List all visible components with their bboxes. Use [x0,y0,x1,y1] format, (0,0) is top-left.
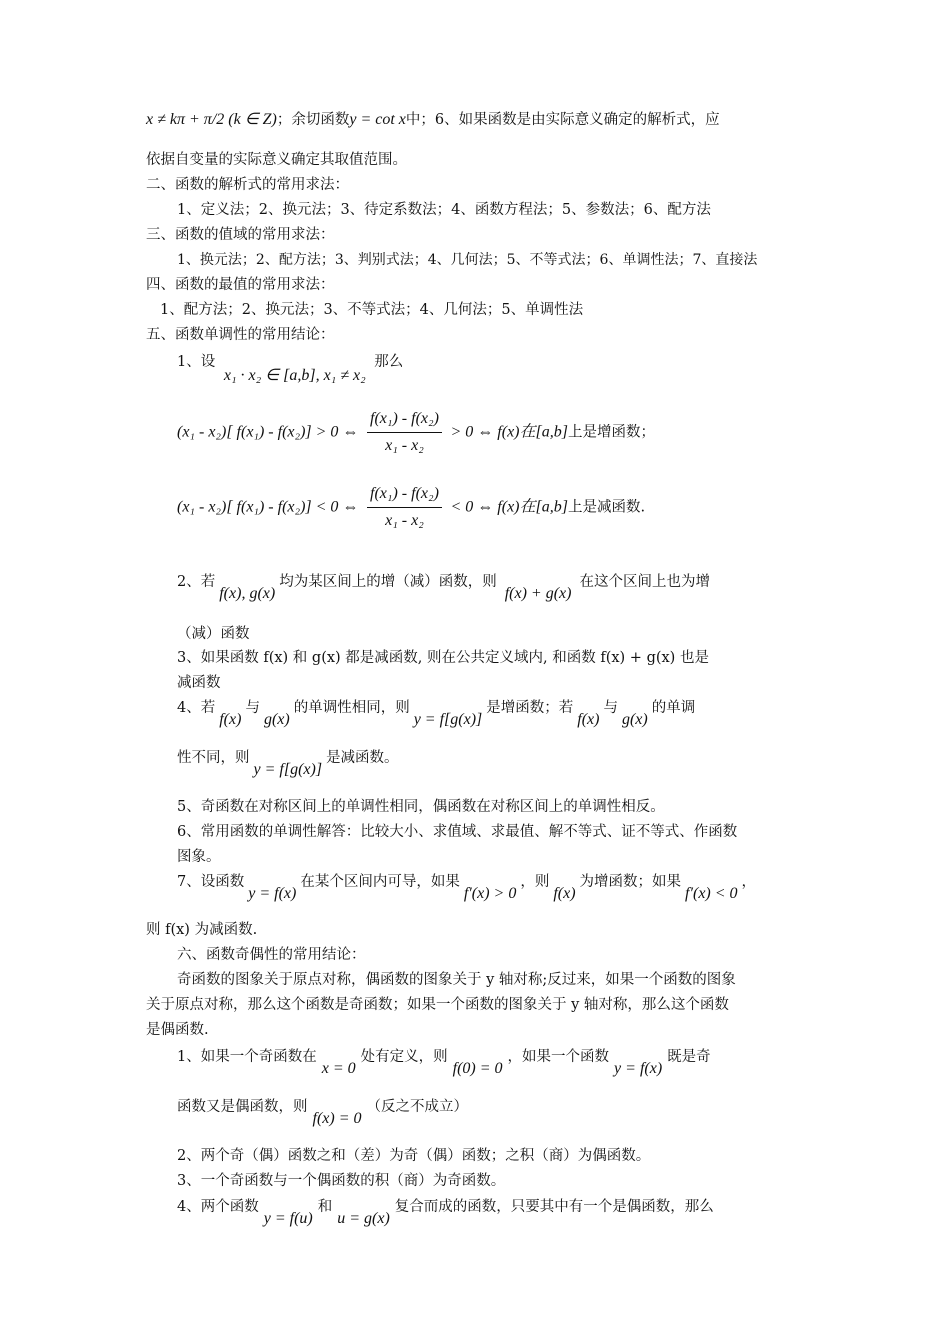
formula-inline: f(x) [553,885,576,902]
fraction-denominator: x₁ - x₂ [385,512,424,529]
line-28 [177,1047,711,1077]
formula-inline: f(x), g(x) [219,585,276,602]
list-item: 1、换元法；2、配方法；3、判别式法；4、几何法；5、不等式法；6、单调性法；7、直接法 [177,252,758,268]
line-22 [177,872,757,902]
formula-tan-domain: x ≠ kπ + π/2 (k ∈ Z) [146,111,277,128]
formula-fraction [367,483,442,532]
text-segment: 的单调性相同，则 [293,700,410,716]
formula-part: < 0 ⇔ f(x)在[a,b] [450,498,568,516]
line-31: 3、一个奇函数与一个偶函数的积（商）为奇函数。 [177,1173,506,1189]
text-segment: 是增函数；若 [486,700,574,716]
text-segment: 2、若 [177,574,216,590]
formula-inline: y = f(x) [248,885,297,902]
text-segment: 既是奇 [667,1049,711,1065]
list-item: 1、定义法；2、换元法；3、待定系数法；4、函数方程法；5、参数法；6、配方法 [177,202,711,218]
line-23: 则 f(x) 为减函数. [146,922,258,938]
formula-inline: f(x) [219,711,242,728]
formula-part: > 0 ⇔ f(x)在[a,b] [450,423,568,441]
formula-part: (x₁ - x₂)[ f(x₁) - f(x₂)] > 0 ⇔ [177,423,359,441]
line-13 [177,572,710,602]
formula-part: (x₁ - x₂)[ f(x₁) - f(x₂)] < 0 ⇔ [177,498,359,516]
line-17 [177,698,696,728]
text-segment: ，如果一个函数 [507,1049,610,1065]
formula-decreasing [177,483,645,532]
text-segment: 上是增函数； [567,424,655,441]
text-segment: 与 [603,700,618,716]
line-30: 2、两个奇（偶）函数之和（差）为奇（偶）函数；之积（商）为偶函数。 [177,1148,651,1164]
heading-4: 四、函数的最值的常用求法： [146,277,335,293]
formula-inline: f(0) = 0 [452,1060,503,1077]
list-item: 1、配方法；2、换元法；3、不等式法；4、几何法；5、单调性法 [160,302,584,318]
text-segment: 在某个区间内可导，如果 [300,874,460,890]
text-segment: 与 [245,700,260,716]
formula-inline: f′(x) > 0 [463,885,517,902]
line-18 [177,748,399,778]
text-segment: 均为某区间上的增（减）函数，则 [279,574,497,590]
paragraph-line: 关于原点对称，那么这个函数是奇函数；如果一个函数的图象关于 y 轴对称，那么这个函数 [146,997,729,1013]
text-segment: ；余切函数 [276,112,350,128]
line-29 [177,1097,468,1127]
text-segment: 和 [317,1199,333,1215]
line-20: 6、常用函数的单调性解答：比较大小、求值域、求最值、解不等式、证不等式、作函数 [177,824,738,840]
formula-inline: y = f[g(x)] [253,761,323,778]
formula-inline: f′(x) < 0 [685,885,738,902]
heading-5: 五、函数单调性的常用结论： [146,327,335,343]
line-19: 5、奇函数在对称区间上的单调性相同，偶函数在对称区间上的单调性相反。 [177,799,665,815]
fraction-numerator: f(x₁) - f(x₂) [367,483,442,508]
text-segment: （反之不成立） [366,1099,468,1115]
fraction-denominator: x₁ - x₂ [385,437,424,454]
text-segment: 那么 [374,354,404,370]
text-segment: 的单调 [651,700,696,716]
formula-fraction [367,408,442,457]
text-segment: 4、若 [177,700,216,716]
formula-increasing [177,408,655,457]
formula-inline: f(x) = 0 [312,1110,362,1127]
text-segment: 是减函数。 [326,750,399,766]
text-segment: 4、两个函数 [177,1199,259,1215]
line-10 [177,352,404,384]
text-segment: 性不同，则 [177,750,250,766]
line-15: 3、如果函数 f(x) 和 g(x) 都是减函数, 则在公共定义域内, 和函数 f(x) + g(x) 也是 [177,650,709,666]
formula-inline: y = f[g(x)] [413,711,483,728]
paragraph-line: 奇函数的图象关于原点对称，偶函数的图象关于 y 轴对称;反过来，如果一个函数的图象 [177,972,736,988]
text-segment: ， [741,874,757,890]
line-32 [177,1197,714,1227]
formula-inline: y = f(x) [614,1060,663,1077]
text-segment: 函数又是偶函数，则 [177,1099,308,1115]
paragraph-line: 是偶函数. [146,1022,209,1038]
line-14: （减）函数 [177,626,250,642]
text-segment: 处有定义，则 [360,1049,448,1065]
formula-inline: x = 0 [321,1060,356,1077]
text-segment: 1、如果一个奇函数在 [177,1049,317,1065]
text-segment: 中；6、如果函数是由实际意义确定的解析式，应 [405,112,720,128]
line-21: 图象。 [177,849,221,865]
heading-6: 六、函数奇偶性的常用结论： [177,947,366,963]
text-segment: ，则 [520,874,550,890]
line-2: 依据自变量的实际意义确定其取值范围。 [146,152,407,168]
formula-inline: u = g(x) [337,1210,390,1227]
formula-inline: f(x) [577,711,600,728]
text-segment: 在这个区间上也为增 [579,574,710,590]
formula-inline: f(x) + g(x) [504,585,572,602]
formula-cot: y = cot x [349,111,406,128]
line-1 [146,110,720,130]
heading-3: 三、函数的值域的常用求法： [146,227,335,243]
fraction-numerator: f(x₁) - f(x₂) [367,408,442,433]
formula-inline: g(x) [621,711,648,728]
formula-inline: y = f(u) [263,1210,313,1227]
line-16: 减函数 [177,675,221,691]
text-segment: 上是减函数. [567,499,646,516]
heading-2: 二、函数的解析式的常用求法： [146,177,349,193]
text-segment: 7、设函数 [177,874,245,890]
formula-interval: x₁ · x₂ ∈ [a,b], x₁ ≠ x₂ [223,367,366,384]
text-segment: 1、设 [177,354,216,370]
text-segment: 为增函数；如果 [579,874,682,890]
text-segment: 复合而成的函数，只要其中有一个是偶函数，那么 [394,1199,714,1215]
formula-inline: g(x) [263,711,290,728]
